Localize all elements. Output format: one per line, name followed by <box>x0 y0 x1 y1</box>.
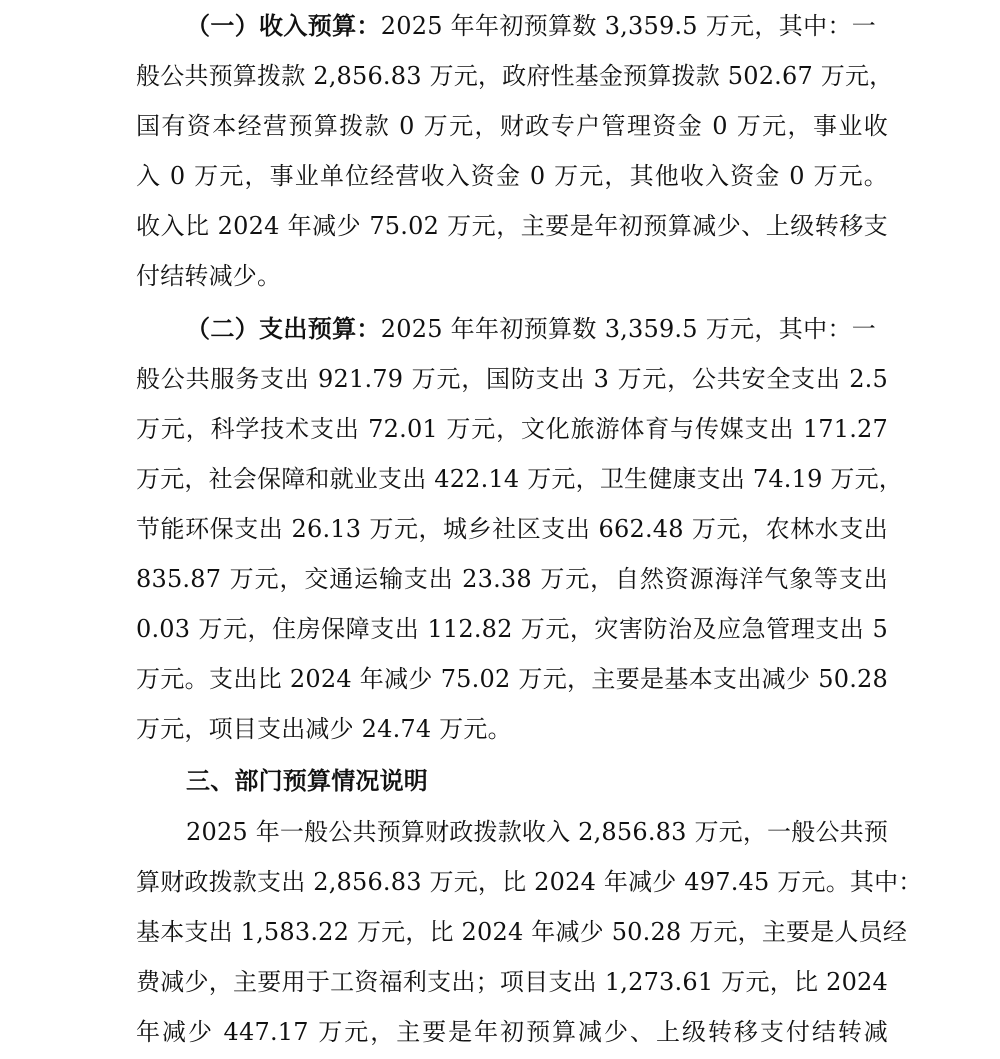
text-line: 收入比 2024 年减少 75.02 万元，主要是年初预算减少、上级转移支 <box>136 212 888 240</box>
text-line: 般公共预算拨款 2,856.83 万元，政府性基金预算拨款 502.67 万元， <box>136 62 894 90</box>
text-line: 国有资本经营预算拨款 0 万元，财政专户管理资金 0 万元，事业收 <box>136 112 888 140</box>
text-line: 万元，社会保障和就业支出 422.14 万元，卫生健康支出 74.19 万元， <box>136 465 903 493</box>
text-line: 基本支出 1,583.22 万元，比 2024 年减少 50.28 万元，主要是人员经 <box>136 918 908 946</box>
text-line: 入 0 万元，事业单位经营收入资金 0 万元，其他收入资金 0 万元。 <box>136 162 888 190</box>
section-heading: 三、部门预算情况说明 <box>186 767 428 795</box>
text-line: 付结转减少。 <box>136 262 282 290</box>
text-line: 年减少 447.17 万元，主要是年初预算减少、上级转移支付结转减 <box>136 1018 888 1046</box>
expenditure-heading: （二）支出预算： <box>186 315 381 343</box>
text-line <box>186 1 876 51</box>
text-line: 0.03 万元，住房保障支出 112.82 万元，灾害防治及应急管理支出 5 <box>136 615 888 643</box>
text-line: 算财政拨款支出 2,856.83 万元，比 2024 年减少 497.45 万元。其中： <box>136 868 923 896</box>
income-heading: （一）收入预算： <box>186 12 381 40</box>
text-line: 2025 年一般公共预算财政拨款收入 2,856.83 万元，一般公共预 <box>186 818 889 846</box>
text-line: 费减少，主要用于工资福利支出；项目支出 1,273.61 万元，比 2024 <box>136 968 888 996</box>
text-line: 万元。支出比 2024 年减少 75.02 万元，主要是基本支出减少 50.28 <box>136 665 888 693</box>
text-line: 835.87 万元，交通运输支出 23.38 万元，自然资源海洋气象等支出 <box>136 565 888 593</box>
text-line: 节能环保支出 26.13 万元，城乡社区支出 662.48 万元，农林水支出 <box>136 515 888 543</box>
text-run: 2025 年年初预算数 3,359.5 万元，其中：一 <box>380 315 876 343</box>
text-line: 万元，项目支出减少 24.74 万元。 <box>136 715 512 743</box>
text-line: 般公共服务支出 921.79 万元，国防支出 3 万元，公共安全支出 2.5 <box>136 365 888 393</box>
text-line <box>186 304 876 354</box>
text-run: 2025 年年初预算数 3,359.5 万元，其中：一 <box>380 12 876 40</box>
text-line: 万元，科学技术支出 72.01 万元，文化旅游体育与传媒支出 171.27 <box>136 415 888 443</box>
